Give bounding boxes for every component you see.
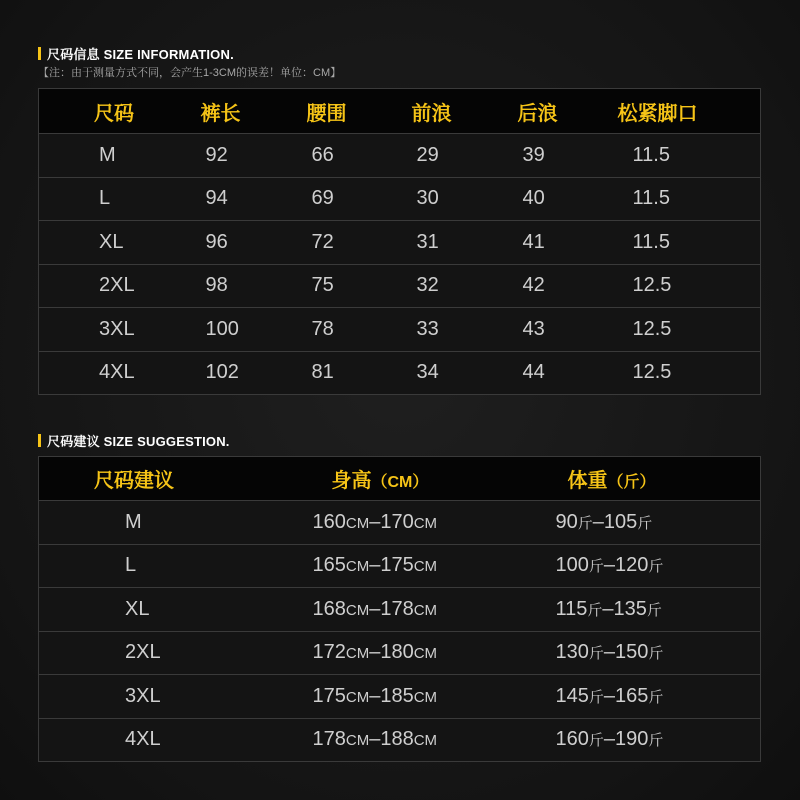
unit-label: 斤 bbox=[646, 601, 662, 619]
size-info-cell: 4XL bbox=[39, 351, 146, 395]
range-value: 130 bbox=[555, 641, 589, 664]
unit-label: CM bbox=[345, 688, 370, 706]
range-value: 120 bbox=[615, 554, 649, 577]
weight-range-cell bbox=[518, 544, 761, 588]
range-value: 185 bbox=[380, 684, 414, 707]
size-info-cell: 34 bbox=[357, 351, 463, 395]
size-info-cell: 12.5 bbox=[569, 308, 761, 352]
unit-label: CM bbox=[345, 645, 370, 663]
size-info-cell: 78 bbox=[252, 308, 357, 352]
range-value: 160 bbox=[312, 510, 346, 533]
range-value: – bbox=[603, 641, 616, 664]
range-value: 178 bbox=[380, 597, 414, 620]
size-info-cell: 43 bbox=[463, 308, 569, 352]
size-info-cell: 66 bbox=[252, 134, 357, 178]
unit-label: CM bbox=[413, 558, 438, 576]
size-info-row bbox=[39, 308, 761, 352]
range-value: – bbox=[592, 510, 604, 533]
size-info-cell: 42 bbox=[463, 264, 569, 308]
range-value: 180 bbox=[380, 641, 414, 664]
range-value: – bbox=[369, 728, 381, 751]
unit-label: CM bbox=[345, 732, 370, 750]
unit-label: 斤 bbox=[648, 732, 664, 750]
unit-label: 斤 bbox=[648, 645, 664, 663]
range-value: – bbox=[369, 510, 381, 533]
size-info-cell: 102 bbox=[146, 351, 252, 395]
size-suggestion-row bbox=[39, 675, 761, 719]
range-value: 105 bbox=[603, 510, 638, 533]
unit-label: CM bbox=[413, 514, 438, 532]
height-range-cell bbox=[282, 588, 518, 632]
unit-label: CM bbox=[345, 558, 370, 576]
size-info-header-cell: 腰围 bbox=[252, 89, 357, 134]
range-value: 115 bbox=[555, 597, 588, 620]
range-value: 175 bbox=[312, 684, 346, 707]
size-info-cell: 2XL bbox=[39, 264, 146, 308]
size-info-cell: 29 bbox=[357, 134, 463, 178]
range-value: – bbox=[369, 641, 381, 664]
unit-label: CM bbox=[345, 514, 370, 532]
size-info-header-cell: 前浪 bbox=[357, 89, 463, 134]
size-suggestion-row bbox=[39, 544, 761, 588]
size-info-cell: 81 bbox=[252, 351, 357, 395]
size-info-header-cell: 松紧脚口 bbox=[569, 89, 761, 134]
weight-range-cell bbox=[518, 675, 761, 719]
unit-label: CM bbox=[345, 601, 370, 619]
range-value: 178 bbox=[312, 728, 346, 751]
height-unit-label: （CM） bbox=[371, 474, 429, 491]
size-info-cell: 12.5 bbox=[569, 351, 761, 395]
size-info-header-row bbox=[39, 89, 761, 134]
size-info-cell: 31 bbox=[357, 221, 463, 265]
range-value: – bbox=[369, 554, 381, 577]
size-suggestion-row bbox=[39, 718, 761, 762]
size-info-row bbox=[39, 177, 761, 221]
size-suggestion-row bbox=[39, 588, 761, 632]
size-info-title: 尺码信息 SIZE INFORMATION. bbox=[47, 47, 234, 62]
unit-label: CM bbox=[413, 732, 438, 750]
size-suggestion-row bbox=[39, 631, 761, 675]
range-value: 170 bbox=[380, 510, 414, 533]
range-value: 100 bbox=[555, 554, 589, 577]
size-info-header-cell: 后浪 bbox=[463, 89, 569, 134]
range-value: 172 bbox=[312, 641, 346, 664]
range-value: 135 bbox=[613, 597, 647, 620]
unit-label: 斤 bbox=[588, 732, 604, 750]
suggested-size-cell: M bbox=[39, 501, 282, 545]
size-info-cell: 11.5 bbox=[569, 177, 761, 221]
height-range-cell bbox=[282, 544, 518, 588]
size-info-cell: 11.5 bbox=[569, 221, 761, 265]
range-value: 165 bbox=[615, 684, 649, 707]
range-value: 145 bbox=[555, 684, 589, 707]
size-info-cell: 41 bbox=[463, 221, 569, 265]
size-info-cell: XL bbox=[39, 221, 146, 265]
unit-label: 斤 bbox=[588, 688, 604, 706]
range-value: – bbox=[602, 597, 614, 620]
range-value: 150 bbox=[615, 641, 649, 664]
size-info-header-cell: 尺码 bbox=[39, 89, 146, 134]
unit-label: CM bbox=[413, 645, 438, 663]
range-value: – bbox=[603, 554, 616, 577]
size-info-cell: 100 bbox=[146, 308, 252, 352]
size-info-row bbox=[39, 221, 761, 265]
size-info-body bbox=[39, 134, 761, 395]
unit-label: CM bbox=[413, 688, 438, 706]
unit-label: 斤 bbox=[577, 514, 593, 532]
size-info-cell: 12.5 bbox=[569, 264, 761, 308]
size-info-cell: M bbox=[39, 134, 146, 178]
unit-label: 斤 bbox=[587, 601, 603, 619]
size-info-cell: 72 bbox=[252, 221, 357, 265]
size-info-header-cell: 裤长 bbox=[146, 89, 252, 134]
unit-label: 斤 bbox=[588, 645, 604, 663]
range-value: – bbox=[603, 684, 616, 707]
size-info-cell: 69 bbox=[252, 177, 357, 221]
size-suggestion-header-height: 身高（CM） bbox=[282, 457, 518, 501]
size-info-cell: 98 bbox=[146, 264, 252, 308]
range-value: 90 bbox=[555, 510, 578, 533]
size-info-table bbox=[38, 88, 761, 395]
size-suggestion-header-size: 尺码建议 bbox=[39, 457, 282, 501]
range-value: 160 bbox=[555, 728, 589, 751]
suggested-size-cell: XL bbox=[39, 588, 282, 632]
unit-label: 斤 bbox=[637, 514, 653, 532]
size-info-cell: L bbox=[39, 177, 146, 221]
weight-range-cell bbox=[518, 631, 761, 675]
size-suggestion-heading bbox=[38, 431, 230, 450]
range-value: 175 bbox=[380, 554, 414, 577]
size-info-row bbox=[39, 351, 761, 395]
accent-bar bbox=[38, 47, 41, 60]
size-info-row bbox=[39, 134, 761, 178]
size-info-cell: 3XL bbox=[39, 308, 146, 352]
unit-label: CM bbox=[413, 601, 438, 619]
size-info-cell: 33 bbox=[357, 308, 463, 352]
size-info-cell: 39 bbox=[463, 134, 569, 178]
unit-label: 斤 bbox=[588, 558, 604, 576]
suggested-size-cell: 3XL bbox=[39, 675, 282, 719]
size-info-row bbox=[39, 264, 761, 308]
size-suggestion-header-row bbox=[39, 457, 761, 501]
height-range-cell bbox=[282, 631, 518, 675]
height-range-cell bbox=[282, 501, 518, 545]
height-range-cell bbox=[282, 675, 518, 719]
suggested-size-cell: L bbox=[39, 544, 282, 588]
range-value: 188 bbox=[380, 728, 414, 751]
unit-label: 斤 bbox=[648, 688, 664, 706]
weight-unit-label: （斤） bbox=[607, 474, 656, 491]
range-value: – bbox=[369, 684, 381, 707]
weight-range-cell bbox=[518, 588, 761, 632]
accent-bar bbox=[38, 434, 41, 447]
range-value: 190 bbox=[615, 728, 649, 751]
size-info-cell: 96 bbox=[146, 221, 252, 265]
size-info-cell: 94 bbox=[146, 177, 252, 221]
unit-label: 斤 bbox=[648, 558, 664, 576]
range-value: – bbox=[603, 728, 616, 751]
range-value: 165 bbox=[312, 554, 346, 577]
size-info-cell: 40 bbox=[463, 177, 569, 221]
size-suggestion-table bbox=[38, 456, 761, 762]
range-value: 168 bbox=[312, 597, 346, 620]
suggested-size-cell: 2XL bbox=[39, 631, 282, 675]
suggested-size-cell: 4XL bbox=[39, 718, 282, 762]
height-range-cell bbox=[282, 718, 518, 762]
weight-range-cell bbox=[518, 718, 761, 762]
size-suggestion-body bbox=[39, 501, 761, 762]
size-info-cell: 44 bbox=[463, 351, 569, 395]
size-info-cell: 11.5 bbox=[569, 134, 761, 178]
measurement-note: 【注：由于测量方式不同，会产生1-3CM的误差！单位：CM】 bbox=[38, 67, 342, 79]
weight-range-cell bbox=[518, 501, 761, 545]
size-info-cell: 32 bbox=[357, 264, 463, 308]
size-suggestion-title: 尺码建议 SIZE SUGGESTION. bbox=[47, 434, 230, 449]
size-info-cell: 75 bbox=[252, 264, 357, 308]
size-info-cell: 92 bbox=[146, 134, 252, 178]
range-value: – bbox=[369, 597, 381, 620]
size-suggestion-header-weight: 体重（斤） bbox=[518, 457, 761, 501]
size-info-heading bbox=[38, 44, 234, 63]
size-suggestion-row bbox=[39, 501, 761, 545]
size-info-cell: 30 bbox=[357, 177, 463, 221]
